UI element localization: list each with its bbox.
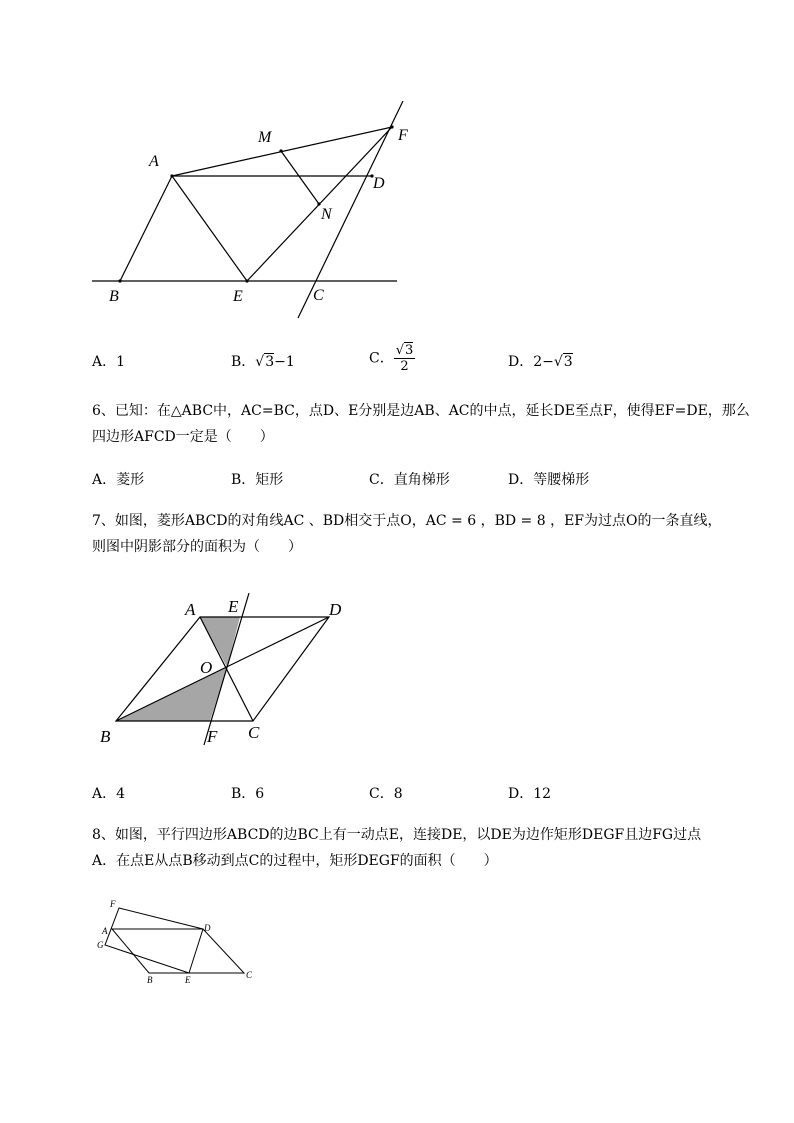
q7-stem-line1: 7、如图，菱形ABCD的对角线AC 、BD相交于点O，AC = 6 ，BD = 8 ，EF为过点O的一条直线，	[92, 513, 722, 529]
q5-option-c[interactable]	[369, 343, 415, 374]
q5-option-c-prefix: C．	[369, 350, 394, 367]
q5-option-d[interactable]	[508, 352, 573, 372]
q7-label-f: F	[207, 727, 218, 746]
q8-stem-line2: A．在点E从点B移动到点C的过程中，矩形DEGF的面积（ ）	[92, 853, 498, 869]
q6-option-d[interactable]: D．等腰梯形	[508, 472, 590, 488]
q5-option-b[interactable]	[231, 352, 295, 372]
q7-option-d[interactable]: D．12	[508, 786, 552, 802]
q5-option-d-sqrt: √3	[553, 354, 573, 370]
q7-label-a: A	[185, 600, 196, 619]
q5-label-f: F	[398, 127, 408, 144]
q7-label-b: B	[100, 727, 111, 746]
q8-stem-line1: 8、如图，平行四边形ABCD的边BC上有一动点E，连接DE，以DE为边作矩形DEGF且边FG过点	[92, 827, 702, 843]
q5-option-b-prefix: B．	[231, 354, 256, 370]
q7-label-o: O	[200, 658, 213, 677]
q5-label-m: M	[258, 129, 272, 146]
q6-option-c[interactable]: C．直角梯形	[369, 472, 450, 488]
q5-option-b-suffix: −1	[274, 354, 295, 370]
q5-option-a-text: A．1	[92, 354, 126, 370]
q5-option-b-radicand: 3	[265, 354, 275, 370]
q5-label-c: C	[313, 287, 324, 304]
q5-option-c-fraction: $\frac{√3}{2}$	[395, 343, 414, 374]
q5-option-b-sqrt: √3	[255, 354, 275, 370]
q7-option-a[interactable]: A．4	[92, 786, 126, 802]
q8-label-f: F	[110, 899, 116, 909]
q7-label-c: C	[248, 723, 260, 742]
q6-option-b[interactable]: B．矩形	[231, 472, 284, 488]
q6-stem-line2: 四边形AFCD一定是（ ）	[92, 429, 274, 445]
q7-option-c[interactable]: C．8	[369, 786, 403, 802]
q6-option-a[interactable]: A．菱形	[92, 472, 145, 488]
q8-label-d: D	[204, 923, 211, 933]
q5-option-a[interactable]	[92, 352, 125, 372]
q5-option-d-prefix: D．2−	[508, 354, 554, 370]
q8-figure	[90, 895, 260, 990]
q8-label-c: C	[246, 970, 253, 980]
q5-figure	[80, 95, 420, 325]
q5-label-d: D	[373, 175, 385, 192]
q5-option-d-radicand: 3	[563, 354, 573, 370]
q5-label-b: B	[109, 288, 119, 305]
q7-label-e: E	[228, 597, 239, 616]
q5-label-a: A	[149, 153, 159, 170]
q8-label-g: G	[97, 940, 104, 950]
q6-stem-line1: 6、已知：在△ABC中，AC=BC，点D、E分别是边AB、AC的中点，延长DE至点F，使得EF=DE，那么	[92, 403, 750, 419]
q5-label-n: N	[321, 206, 332, 223]
q7-stem-line2: 则图中阴影部分的面积为（ ）	[92, 539, 302, 555]
q5-option-c-denominator: 2	[400, 359, 409, 374]
q5-label-e: E	[233, 288, 243, 305]
q7-label-d: D	[329, 600, 342, 619]
q5-option-c-radicand: 3	[405, 343, 414, 358]
q8-label-b: B	[147, 975, 153, 985]
q8-label-e: E	[185, 975, 191, 985]
q8-label-a: A	[102, 926, 108, 936]
q7-figure	[90, 585, 360, 750]
q7-option-b[interactable]: B．6	[231, 786, 265, 802]
